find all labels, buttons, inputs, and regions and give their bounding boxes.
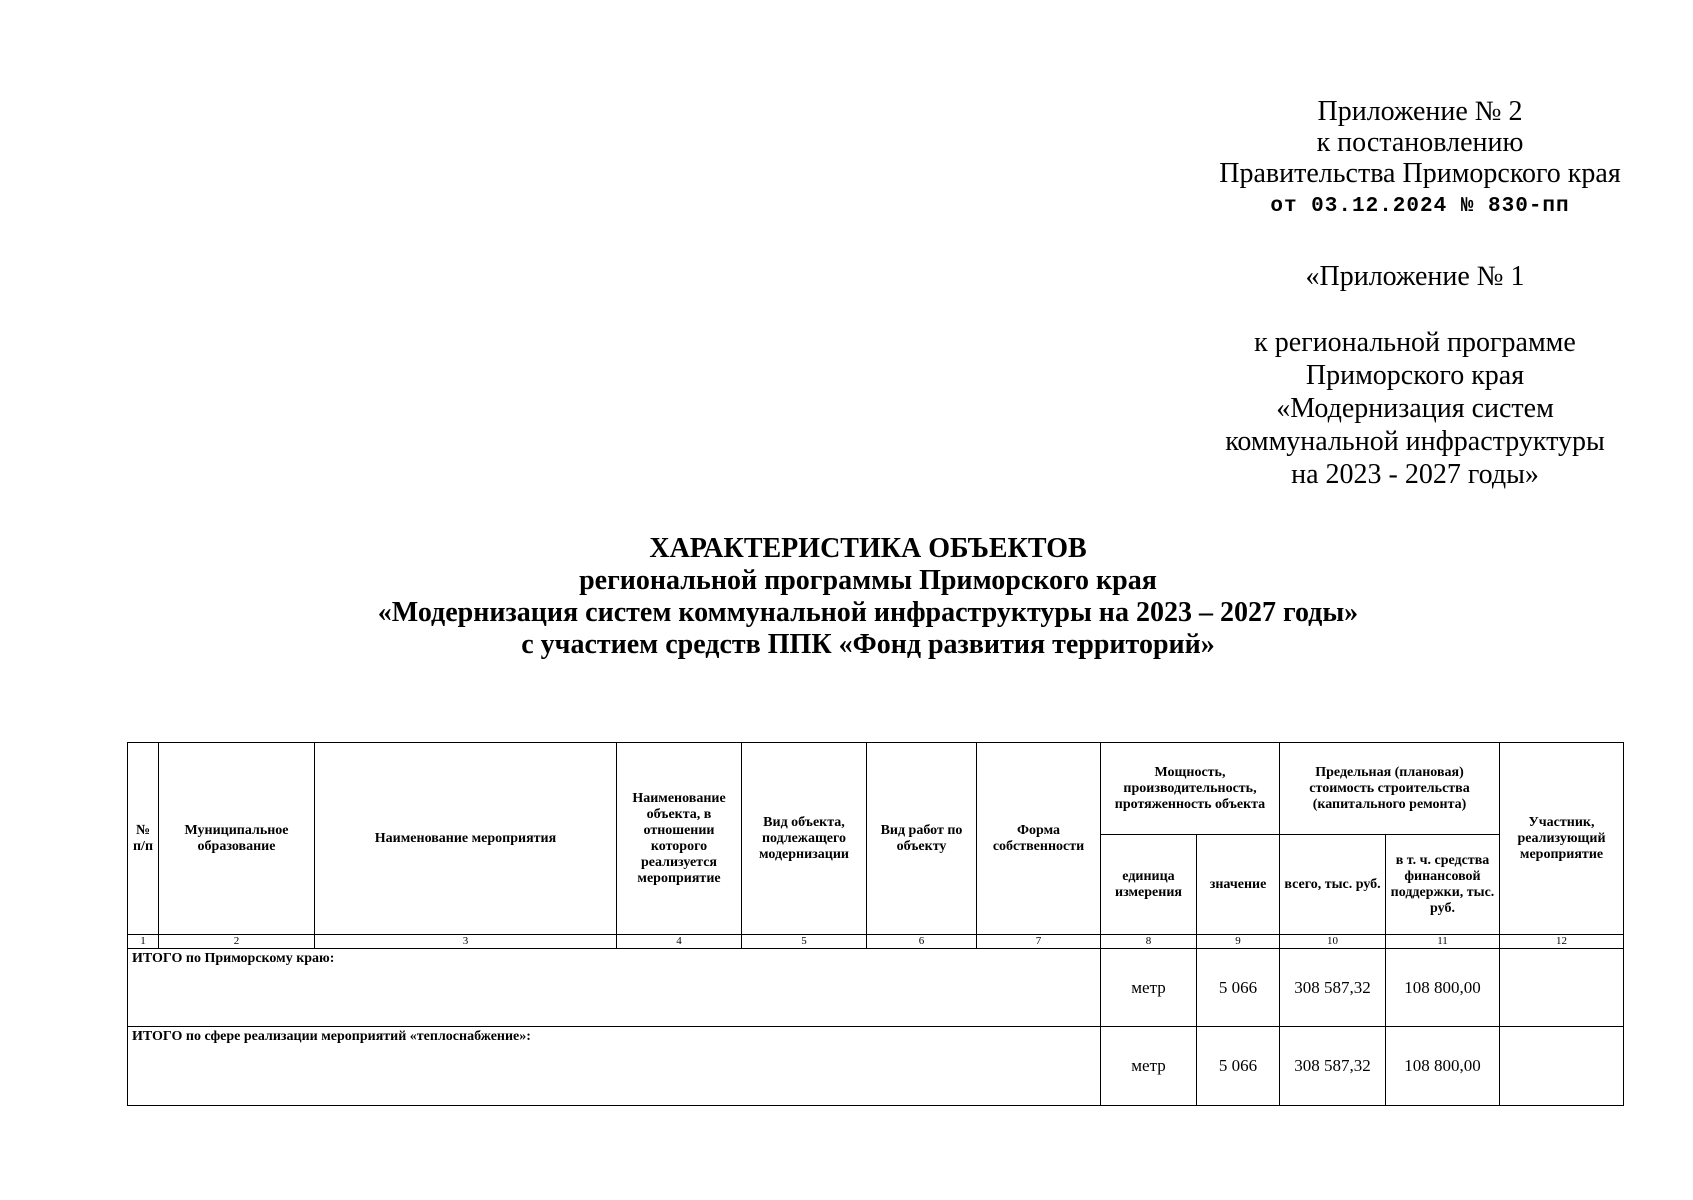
- column-number: 7: [977, 935, 1101, 949]
- header-capacity: Мощность, производительность, протяженность объекта: [1101, 743, 1280, 835]
- row-support-cost: 108 800,00: [1386, 1027, 1500, 1106]
- header-support-cost: в т. ч. средства финансовой поддержки, тыс. руб.: [1386, 835, 1500, 935]
- program-ref-line: коммунальной инфраструктуры: [1225, 426, 1605, 457]
- header-cost: Предельная (плановая) стоимость строительства (капитального ремонта): [1280, 743, 1500, 835]
- header-number: № п/п: [128, 743, 159, 935]
- table-row: [128, 1027, 1624, 1106]
- row-support-cost: 108 800,00: [1386, 949, 1500, 1027]
- header-object-type: Вид объекта, подлежащего модернизации: [742, 743, 867, 935]
- column-number: 6: [867, 935, 977, 949]
- column-number: 1: [128, 935, 159, 949]
- title-line: с участием средств ППК «Фонд развития территорий»: [521, 629, 1215, 660]
- program-reference-block: [1180, 260, 1650, 491]
- header-measure-name: Наименование мероприятия: [315, 743, 617, 935]
- appendix-to-decree: к постановлению: [1316, 127, 1524, 158]
- row-value: 5 066: [1197, 1027, 1280, 1106]
- program-ref-line: Приморского края: [1305, 360, 1525, 391]
- header-municipality: Муниципальное образование: [159, 743, 315, 935]
- column-number: 5: [742, 935, 867, 949]
- column-number: 3: [315, 935, 617, 949]
- program-appendix-number: «Приложение № 1: [1305, 261, 1525, 292]
- row-total-cost: 308 587,32: [1280, 1027, 1386, 1106]
- row-unit: метр: [1101, 1027, 1197, 1106]
- appendix-number: Приложение № 2: [1317, 96, 1523, 127]
- spacer: [1180, 293, 1650, 326]
- column-number: 8: [1101, 935, 1197, 949]
- column-number: 4: [617, 935, 742, 949]
- row-participant: [1500, 949, 1624, 1027]
- column-number: 12: [1500, 935, 1624, 949]
- header-total-cost: всего, тыс. руб.: [1280, 835, 1386, 935]
- column-number-row: [128, 935, 1624, 949]
- column-number: 9: [1197, 935, 1280, 949]
- header-unit: единица измерения: [1101, 835, 1197, 935]
- appendix-decree-date-number: от 03.12.2024 № 830-пп: [1270, 195, 1570, 218]
- row-total-cost: 308 587,32: [1280, 949, 1386, 1027]
- header-value: значение: [1197, 835, 1280, 935]
- title-line: «Модернизация систем коммунальной инфраструктуры на 2023 – 2027 годы»: [377, 597, 1359, 628]
- document-title: [118, 533, 1618, 661]
- program-ref-line: к региональной программе: [1254, 327, 1576, 358]
- row-label: ИТОГО по сфере реализации мероприятий «теплоснабжение»:: [128, 1027, 1101, 1106]
- table-row: [128, 949, 1624, 1027]
- header-object-name: Наименование объекта, в отношении которого реализуется мероприятие: [617, 743, 742, 935]
- header-work-type: Вид работ по объекту: [867, 743, 977, 935]
- column-number: 2: [159, 935, 315, 949]
- objects-table: [127, 742, 1624, 1106]
- title-line: региональной программы Приморского края: [579, 565, 1157, 596]
- header-ownership: Форма собственности: [977, 743, 1101, 935]
- program-ref-line: «Модернизация систем: [1276, 393, 1554, 424]
- column-number: 10: [1280, 935, 1386, 949]
- appendix-block: [1180, 96, 1660, 222]
- row-label: ИТОГО по Приморскому краю:: [128, 949, 1101, 1027]
- program-ref-line: на 2023 - 2027 годы»: [1291, 459, 1539, 490]
- appendix-government: Правительства Приморского края: [1219, 158, 1621, 189]
- column-number: 11: [1386, 935, 1500, 949]
- header-participant: Участник, реализующий мероприятие: [1500, 743, 1624, 935]
- title-line: ХАРАКТЕРИСТИКА ОБЪЕКТОВ: [649, 533, 1087, 564]
- row-participant: [1500, 1027, 1624, 1106]
- row-value: 5 066: [1197, 949, 1280, 1027]
- row-unit: метр: [1101, 949, 1197, 1027]
